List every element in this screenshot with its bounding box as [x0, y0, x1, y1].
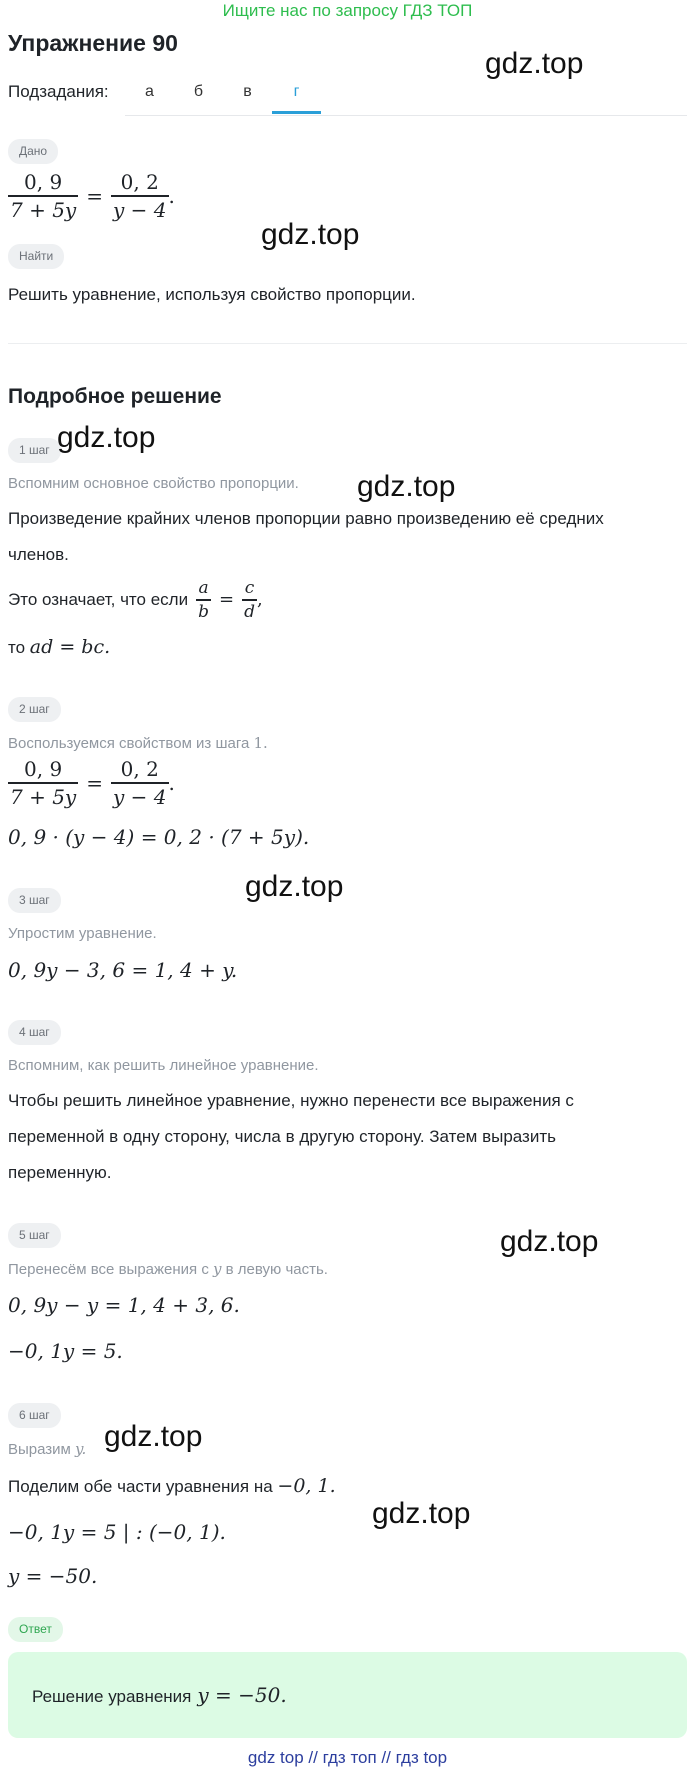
step-text: Чтобы решить линейное уравнение, нужно перенести все выражения с — [8, 1091, 574, 1110]
fraction: $\frac{0, 2}{y - 4}$ — [113, 757, 167, 809]
watermark: gdz.top — [261, 218, 360, 251]
step-chip: 4 шаг — [8, 1020, 61, 1045]
page-title: Упражнение 90 — [8, 30, 178, 56]
answer-box — [8, 1652, 687, 1738]
step-chip: 2 шаг — [8, 697, 61, 722]
section-divider — [8, 343, 687, 344]
watermark: gdz.top — [485, 47, 584, 80]
step-hint: Воспользуемся свойством из шага 1. — [8, 734, 268, 752]
step-equation: −0, 1y = 5. — [8, 1339, 123, 1363]
step-text: то ad = bc. — [8, 636, 111, 658]
subtask-tabs — [125, 80, 321, 114]
step-hint: Выразим y. — [8, 1440, 87, 1458]
footer-links[interactable]: gdz top // гдз топ // гдз top — [247, 1748, 448, 1767]
tabs-divider — [125, 115, 687, 116]
fraction: $\frac{0, 9}{7 + 5y}$ — [10, 170, 77, 222]
step-hint: Перенесём все выражения с y в левую часть. — [8, 1260, 328, 1278]
step-text: переменной в одну сторону, числа в другую сторону. Затем выразить — [8, 1127, 556, 1146]
fraction: $\frac{0, 2}{y - 4}$ — [113, 170, 167, 222]
step-equation: y = −50. — [8, 1564, 98, 1588]
step-equation: 0, 9y − y = 1, 4 + 3, 6. — [8, 1293, 240, 1317]
watermark: gdz.top — [245, 870, 344, 903]
tab-g[interactable]: г — [272, 80, 321, 114]
top-banner[interactable]: Ищите нас по запросу ГДЗ ТОП — [222, 1, 473, 20]
subtasks-label: Подзадания: — [8, 82, 109, 101]
step-equation: 0, 9 · (y − 4) = 0, 2 · (7 + 5y). — [8, 825, 310, 849]
step-hint: Вспомним основное свойство пропорции. — [8, 475, 299, 492]
answer-line: Решение уравнения y = −50. — [32, 1683, 287, 1707]
step-text: членов. — [8, 545, 69, 564]
given-chip: Дано — [8, 139, 58, 164]
step-chip: 3 шаг — [8, 888, 61, 913]
find-chip: Найти — [8, 244, 64, 269]
watermark: gdz.top — [500, 1225, 599, 1258]
watermark: gdz.top — [57, 421, 156, 454]
step-hint: Вспомним, как решить линейное уравнение. — [8, 1057, 319, 1074]
answer-chip: Ответ — [8, 1617, 63, 1642]
solution-title: Подробное решение — [8, 385, 222, 408]
find-text: Решить уравнение, используя свойство пропорции. — [8, 285, 416, 304]
step-hint: Упростим уравнение. — [8, 925, 157, 942]
proportion-line: Это означает, что если $\frac{a}{b}$ = $\frac{c}{d}$ , — [8, 578, 263, 622]
given-equation: $\frac{0, 9}{7 + 5y}$ = $\frac{0, 2}{y - 4}$ . — [10, 170, 175, 222]
step-chip: 1 шаг — [8, 438, 61, 463]
step-text: Поделим обе части уравнения на −0, 1. — [8, 1475, 336, 1497]
step-chip: 6 шаг — [8, 1403, 61, 1428]
step-equation: $\frac{0, 9}{7 + 5y}$ = $\frac{0, 2}{y - 4}$ . — [10, 757, 175, 809]
step-text: Произведение крайних членов пропорции равно произведению её средних — [8, 509, 604, 528]
step-text: переменную. — [8, 1163, 112, 1182]
step-equation: 0, 9y − 3, 6 = 1, 4 + y. — [8, 958, 238, 982]
fraction: $\frac{0, 9}{7 + 5y}$ — [10, 757, 77, 809]
watermark: gdz.top — [104, 1420, 203, 1453]
step-equation: −0, 1y = 5 | : (−0, 1). — [8, 1520, 226, 1544]
tab-v[interactable]: в — [243, 83, 252, 100]
step-chip: 5 шаг — [8, 1223, 61, 1248]
watermark: gdz.top — [357, 470, 456, 503]
watermark: gdz.top — [372, 1497, 471, 1530]
tab-b[interactable]: б — [193, 83, 204, 100]
tab-a[interactable]: а — [145, 83, 154, 100]
